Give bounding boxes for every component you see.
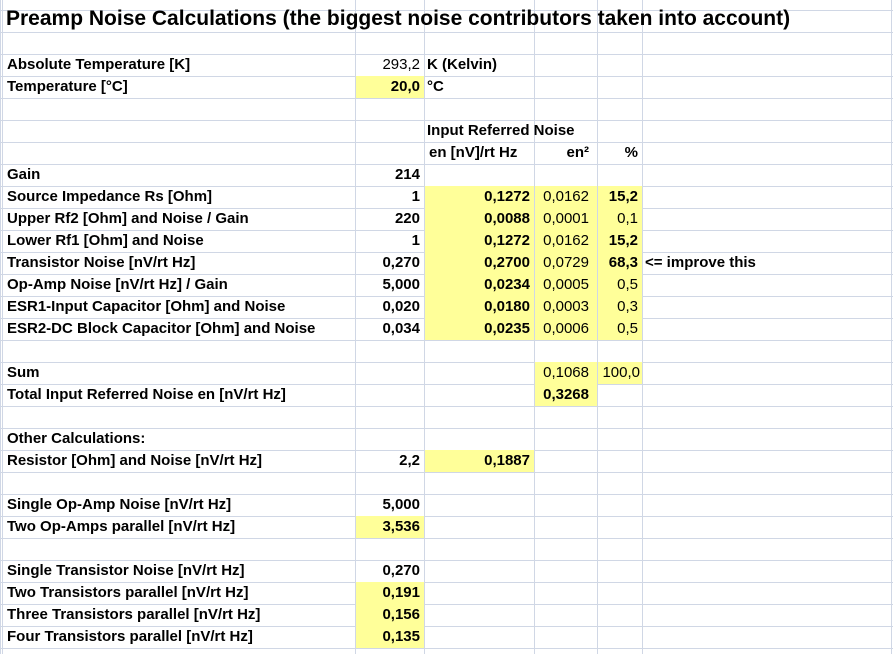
row-en[interactable]: 0,2700 — [484, 254, 530, 271]
row-en2[interactable]: 0,0162 — [543, 188, 589, 205]
row-en2[interactable]: 0,0729 — [543, 254, 589, 271]
header-en[interactable]: en [nV]/rt Hz — [429, 144, 518, 161]
row-percent[interactable]: 0,5 — [617, 276, 638, 293]
single-transistor-label[interactable]: Single Transistor Noise [nV/rt Hz] — [7, 562, 245, 579]
two-opamps-label[interactable]: Two Op-Amps parallel [nV/rt Hz] — [7, 518, 236, 535]
header-en2[interactable]: en² — [566, 144, 589, 161]
sum-percent[interactable]: 100,0 — [602, 364, 640, 381]
row-percent[interactable]: 15,2 — [608, 188, 638, 205]
temperature-label[interactable]: Temperature [°C] — [7, 78, 128, 95]
temperature-value[interactable]: 20,0 — [390, 78, 420, 95]
row-label[interactable]: Lower Rf1 [Ohm] and Noise — [7, 232, 204, 249]
row-percent[interactable]: 0,1 — [617, 210, 638, 227]
row-en2[interactable]: 0,0003 — [543, 298, 589, 315]
gain-label[interactable]: Gain — [7, 166, 41, 183]
absolute-temperature-value[interactable]: 293,2 — [382, 56, 420, 73]
column-divider — [2, 0, 3, 654]
single-opamp-label[interactable]: Single Op-Amp Noise [nV/rt Hz] — [7, 496, 232, 513]
four-transistors-label[interactable]: Four Transistors parallel [nV/rt Hz] — [7, 628, 253, 645]
single-opamp-value[interactable]: 5,000 — [382, 496, 420, 513]
two-opamps-value[interactable]: 3,536 — [382, 518, 420, 535]
sheet-title[interactable]: Preamp Noise Calculations (the biggest noise contributors taken into account) — [6, 7, 791, 30]
row-value[interactable]: 0,020 — [382, 298, 420, 315]
row-en2[interactable]: 0,0006 — [543, 320, 589, 337]
row-en[interactable]: 0,0088 — [484, 210, 530, 227]
gain-value[interactable]: 214 — [394, 166, 420, 183]
row-en[interactable]: 0,1272 — [484, 188, 530, 205]
total-label[interactable]: Total Input Referred Noise en [nV/rt Hz] — [7, 386, 286, 403]
three-transistors-label[interactable]: Three Transistors parallel [nV/rt Hz] — [7, 606, 261, 623]
row-percent[interactable]: 0,5 — [617, 320, 638, 337]
row-value[interactable]: 220 — [394, 210, 420, 227]
resistor-label[interactable]: Resistor [Ohm] and Noise [nV/rt Hz] — [7, 452, 263, 469]
improve-note[interactable]: <= improve this — [645, 254, 756, 271]
row-value[interactable]: 1 — [411, 232, 420, 249]
row-en2[interactable]: 0,0162 — [543, 232, 589, 249]
column-divider — [891, 0, 892, 654]
two-transistors-value[interactable]: 0,191 — [382, 584, 420, 601]
row-label[interactable]: Op-Amp Noise [nV/rt Hz] / Gain — [7, 276, 228, 293]
row-label[interactable]: Source Impedance Rs [Ohm] — [7, 188, 213, 205]
single-transistor-value[interactable]: 0,270 — [382, 562, 420, 579]
header-input-referred-noise[interactable]: Input Referred Noise — [427, 122, 575, 139]
row-value[interactable]: 0,270 — [382, 254, 420, 271]
row-en2[interactable]: 0,0001 — [543, 210, 589, 227]
absolute-temperature-label[interactable]: Absolute Temperature [K] — [7, 56, 191, 73]
row-percent[interactable]: 15,2 — [608, 232, 638, 249]
row-value[interactable]: 0,034 — [382, 320, 420, 337]
resistor-noise[interactable]: 0,1887 — [484, 452, 530, 469]
row-percent[interactable]: 0,3 — [617, 298, 638, 315]
absolute-temperature-unit[interactable]: K (Kelvin) — [427, 56, 498, 73]
row-value[interactable]: 5,000 — [382, 276, 420, 293]
row-label[interactable]: Transistor Noise [nV/rt Hz] — [7, 254, 196, 271]
temperature-unit[interactable]: °C — [427, 78, 444, 95]
resistor-value[interactable]: 2,2 — [399, 452, 420, 469]
row-value[interactable]: 1 — [411, 188, 420, 205]
three-transistors-value[interactable]: 0,156 — [382, 606, 420, 623]
row-percent[interactable]: 68,3 — [608, 254, 638, 271]
row-en[interactable]: 0,0234 — [484, 276, 530, 293]
column-divider — [642, 0, 643, 654]
row-en[interactable]: 0,0180 — [484, 298, 530, 315]
row-en2[interactable]: 0,0005 — [543, 276, 589, 293]
sum-label[interactable]: Sum — [7, 364, 40, 381]
other-calculations-label[interactable]: Other Calculations: — [7, 430, 146, 447]
four-transistors-value[interactable]: 0,135 — [382, 628, 420, 645]
row-en[interactable]: 0,0235 — [484, 320, 530, 337]
row-label[interactable]: ESR1-Input Capacitor [Ohm] and Noise — [7, 298, 286, 315]
total-value[interactable]: 0,3268 — [543, 386, 589, 403]
sum-en2[interactable]: 0,1068 — [543, 364, 589, 381]
header-percent[interactable]: % — [624, 144, 638, 161]
row-en[interactable]: 0,1272 — [484, 232, 530, 249]
row-label[interactable]: ESR2-DC Block Capacitor [Ohm] and Noise — [7, 320, 316, 337]
two-transistors-label[interactable]: Two Transistors parallel [nV/rt Hz] — [7, 584, 249, 601]
row-label[interactable]: Upper Rf2 [Ohm] and Noise / Gain — [7, 210, 249, 227]
